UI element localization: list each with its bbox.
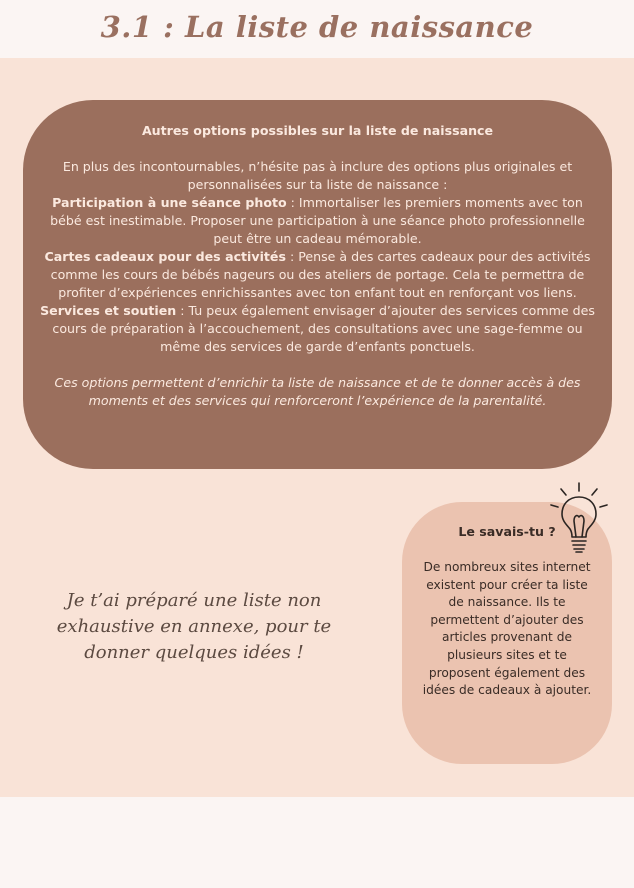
info-card-intro: En plus des incontournables, n’hésite pas à inclure des options plus originales et personnalisées sur ta liste de naissance : [62,159,573,192]
info-card-item-services [37,302,598,356]
page-footer [0,797,634,888]
tip-card-title: Le savais-tu ? [458,524,556,539]
info-card-item-photo [37,194,598,248]
lightbulb-icon [547,481,611,557]
tip-card-text: De nombreux sites internet existent pour créer ta liste de naissance. Ils te permettent d’ajouter des articles provenant de plusieurs sites et te proposent également des idées de cadeaux à ajouter. [422,560,592,698]
info-card [23,100,612,469]
item-text: : Immortaliser les premiers moments avec ton bébé est inestimable. Proposer une participation à une séance photo professionnelle peut être un cadeau mémorable. [50,195,585,246]
info-card-conclusion: Ces options permettent d’enrichir ta liste de naissance et de te donner accès à des moments et des services qui renforceront l’expérience de la parentalité. [54,375,581,408]
item-text: : Tu peux également envisager d’ajouter des services comme des cours de préparation à l’accouchement, des consultations avec une sage-femme ou même des services de garde d’enfants ponctuels. [52,303,595,354]
page-header [0,0,634,58]
info-card-title: Autres options possibles sur la liste de naissance [141,123,494,138]
item-label: Services et soutien [40,303,177,318]
item-label: Cartes cadeaux pour des activités [44,249,286,264]
item-label: Participation à une séance photo [52,195,287,210]
prepared-note: Je t’ai préparé une liste non exhaustive en annexe, pour te donner quelques idées ! [56,590,332,663]
page-title: 3.1 : La liste de naissance [100,10,534,44]
info-card-item-gift-cards [37,248,598,302]
item-text: : Pense à des cartes cadeaux pour des activités comme les cours de bébés nageurs ou des ateliers de portage. Cela te permettra de profiter d’expériences enrichissantes avec ton enfant tout en renforçant vos liens. [50,249,591,300]
